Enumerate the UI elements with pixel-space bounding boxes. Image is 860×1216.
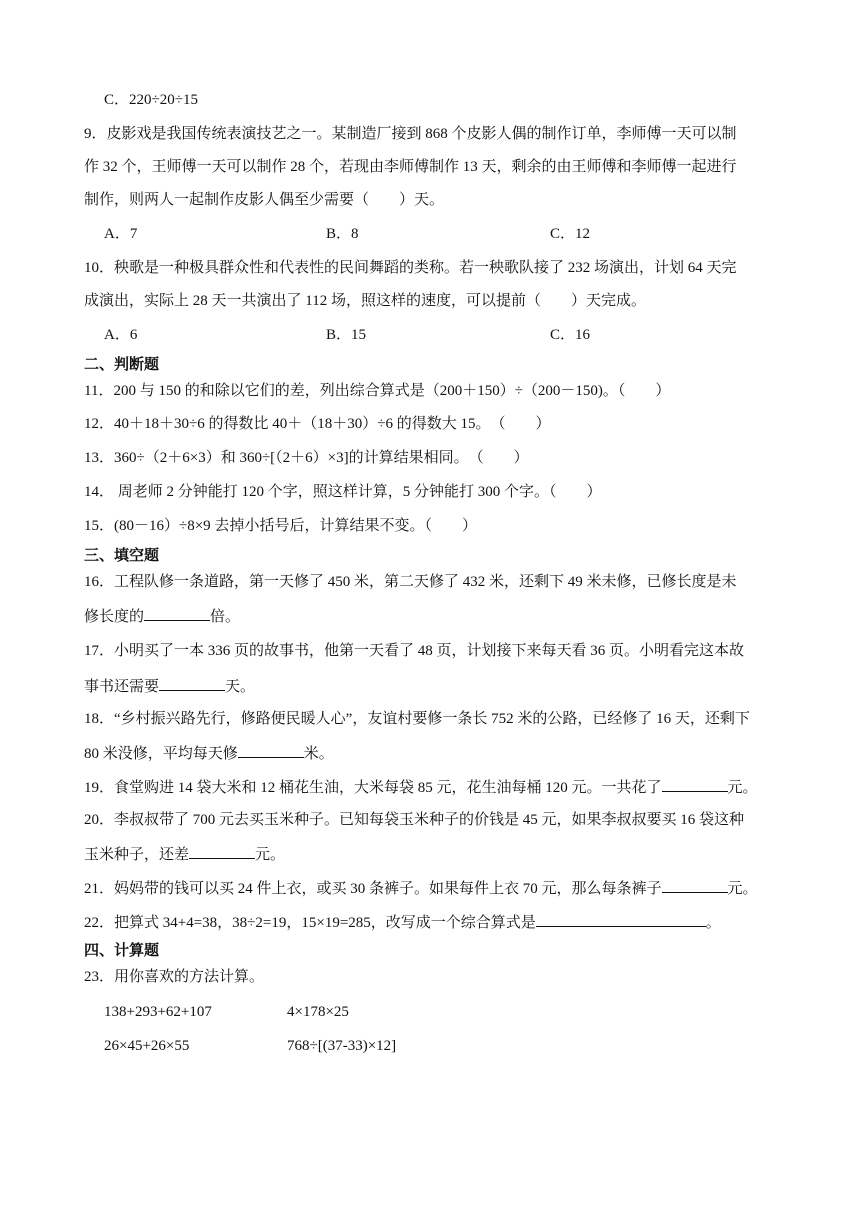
- q21-text: [84, 876, 758, 900]
- q17-text-line1: 17．小明买了一本 336 页的故事书，他第一天看了 48 页，计划接下来每天看 36 页。小明看完这本故: [84, 643, 745, 659]
- q15-text: 15．(80－16）÷8×9 去掉小括号后，计算结果不变。（ ）: [84, 518, 477, 534]
- q10-option-b: B．15: [326, 327, 367, 343]
- q10-option-c: C．16: [550, 327, 591, 343]
- q12-text: 12．40＋18＋30÷6 的得数比 40＋（18＋30）÷6 的得数大 15。 （ ）: [84, 416, 551, 432]
- q9-option-c: C．12: [550, 226, 591, 242]
- q21-text-post: 元。: [727, 881, 758, 897]
- q20-text-pre: 玉米种子，还差: [84, 847, 190, 863]
- q13-text: 13．360÷（2＋6×3）和 360÷[（2＋6）×3]的计算结果相同。 （ ）: [84, 450, 529, 466]
- section-heading-calc: 四、计算题: [84, 941, 160, 959]
- q18-text-post: 米。: [303, 746, 334, 762]
- section-heading-fill: 三、填空题: [84, 546, 160, 564]
- q23-expression-2: 4×178×25: [287, 1004, 349, 1020]
- q9-text-line2: 作 32 个，王师傅一天可以制作 28 个，若现由李师傅制作 13 天，剩余的由王师傅和李师傅一起进行: [84, 159, 737, 175]
- section-heading-judge: 二、判断题: [84, 355, 160, 373]
- q18-text-pre: 80 米没修，平均每天修: [84, 746, 238, 762]
- q16-text-post: 倍。: [210, 609, 241, 625]
- q17-text-post: 天。: [225, 679, 256, 695]
- q8-option-c: C．220÷20÷15: [104, 92, 198, 108]
- q20-text-post: 元。: [255, 847, 286, 863]
- q23-expression-4: 768÷[(37-33)×12]: [287, 1038, 397, 1054]
- q16-answer-blank[interactable]: [144, 604, 210, 621]
- q22-text: [84, 910, 721, 934]
- q20-text-line2: [84, 842, 285, 866]
- q18-answer-blank[interactable]: [238, 741, 304, 758]
- q22-text-post: 。: [705, 915, 721, 931]
- q19-text-post: 元。: [727, 780, 758, 796]
- q10-option-a: A．6: [104, 327, 138, 343]
- q10-text-line1: 10．秧歌是一种极具群众性和代表性的民间舞蹈的类称。若一秧歌队接了 232 场演出，计划 64 天完: [84, 260, 737, 276]
- q19-text-pre: 19．食堂购进 14 袋大米和 12 桶花生油，大米每袋 85 元，花生油每桶 120 元。一共花了: [84, 780, 662, 796]
- q14-text: 14． 周老师 2 分钟能打 120 个字，照这样计算，5 分钟能打 300 个字。（ ）: [84, 484, 602, 500]
- q22-text-pre: 22．把算式 34+4=38，38÷2=19，15×19=285，改写成一个综合算式是: [84, 915, 536, 931]
- q17-answer-blank[interactable]: [159, 674, 225, 691]
- q19-answer-blank[interactable]: [662, 775, 728, 792]
- q9-option-b: B．8: [326, 226, 359, 242]
- q22-answer-blank[interactable]: [536, 910, 706, 927]
- q9-text-line3: 制作，则两人一起制作皮影人偶至少需要（ ）天。: [84, 192, 445, 208]
- q19-text: [84, 775, 758, 799]
- q23-expression-3: 26×45+26×55: [104, 1038, 190, 1054]
- q16-text-pre: 修长度的: [84, 609, 145, 625]
- q17-text-pre: 事书还需要: [84, 679, 160, 695]
- q17-text-line2: [84, 674, 255, 698]
- q16-text-line2: [84, 604, 240, 628]
- q9-text-line1: 9．皮影戏是我国传统表演技艺之一。某制造厂接到 868 个皮影人偶的制作订单，李师傅一天可以制: [84, 126, 737, 142]
- q10-text-line2: 成演出，实际上 28 天一共演出了 112 场，照这样的速度，可以提前（ ）天完成。: [84, 293, 646, 309]
- q16-text-line1: 16．工程队修一条道路，第一天修了 450 米，第二天修了 432 米，还剩下 49 米未修，已修长度是未: [84, 574, 737, 590]
- q21-answer-blank[interactable]: [662, 876, 728, 893]
- q23-expression-1: 138+293+62+107: [104, 1004, 212, 1020]
- q18-text-line2: [84, 741, 334, 765]
- q20-text-line1: 20．李叔叔带了 700 元去买玉米种子。已知每袋玉米种子的价钱是 45 元，如果李叔叔要买 16 袋这种: [84, 812, 745, 828]
- q23-text: 23．用你喜欢的方法计算。: [84, 969, 265, 985]
- q21-text-pre: 21．妈妈带的钱可以买 24 件上衣，或买 30 条裤子。如果每件上衣 70 元，那么每条裤子: [84, 881, 662, 897]
- q20-answer-blank[interactable]: [189, 842, 255, 859]
- q11-text: 11．200 与 150 的和除以它们的差，列出综合算式是（200＋150）÷（200－150)。（ ）: [84, 383, 671, 399]
- q18-text-line1: 18．“乡村振兴路先行，修路便民暖人心”，友谊村要修一条长 752 米的公路，已经修了 16 天，还剩下: [84, 711, 750, 727]
- q9-option-a: A．7: [104, 226, 138, 242]
